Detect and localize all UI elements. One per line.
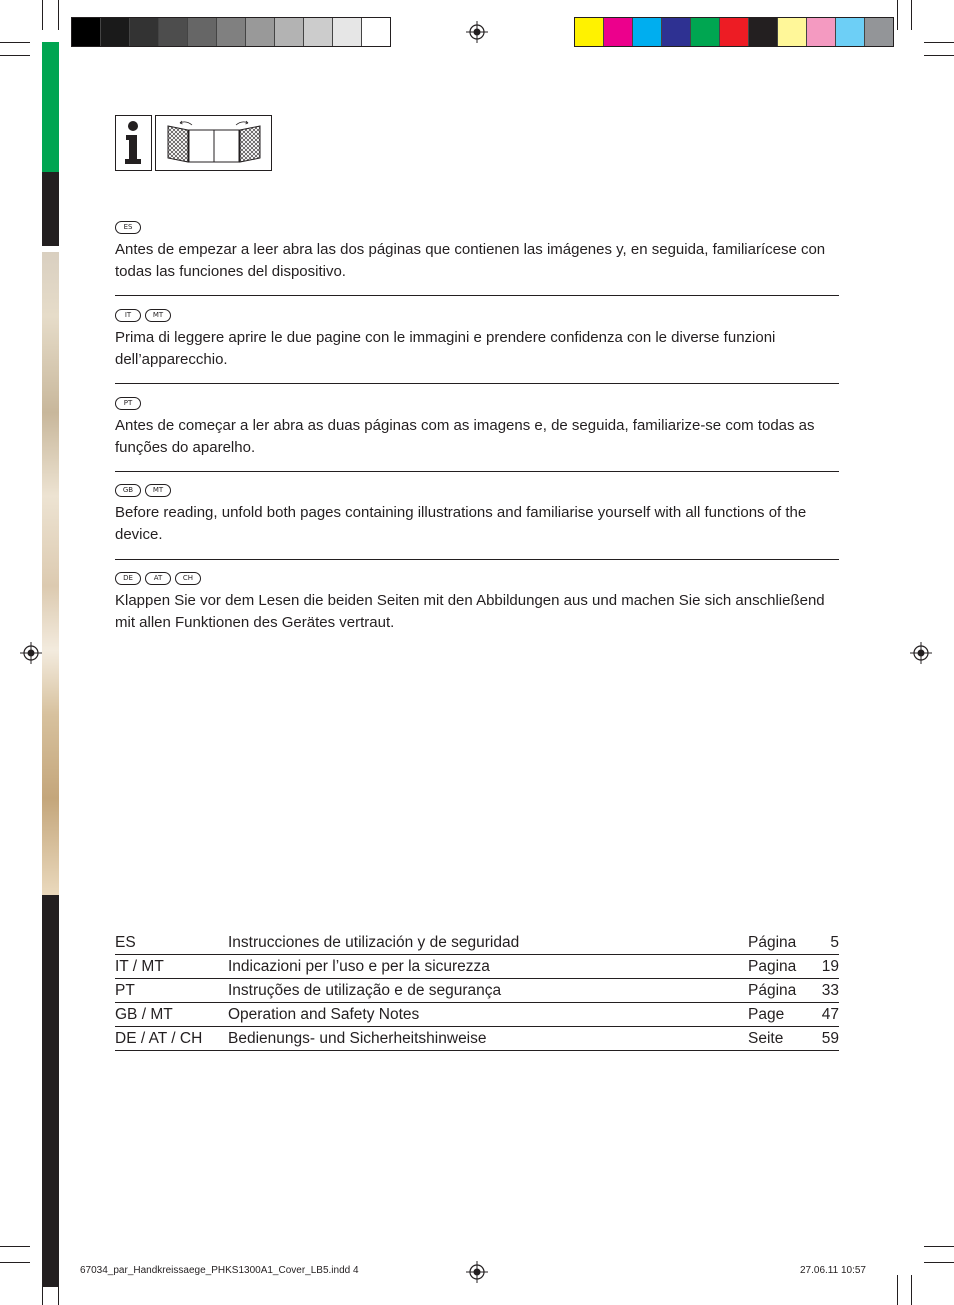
grey-scale-bar (71, 17, 391, 47)
toc-page: 59 (821, 1030, 839, 1047)
language-badges (115, 484, 839, 497)
language-badges (115, 397, 839, 410)
footer-date: 27.06.11 10:57 (800, 1265, 866, 1276)
grey-swatch (274, 18, 303, 46)
divider (115, 559, 839, 560)
registration-mark-icon (20, 642, 42, 664)
instruction-text: Prima di leggere aprire le due pagine con le immagini e prendere confidenza con le diverse funzioni dell’apparecchio. (115, 329, 776, 368)
language-badge: ES (115, 221, 141, 234)
toc-page: 19 (821, 958, 839, 975)
grey-swatch (303, 18, 332, 46)
toc-label: Seite (748, 1030, 784, 1047)
registration-mark-icon (910, 642, 932, 664)
color-control-bar (574, 17, 894, 47)
language-badges (115, 221, 839, 234)
divider (115, 383, 839, 384)
toc-title: Operation and Safety Notes (228, 1006, 420, 1023)
toc-title: Instruções de utilização e de segurança (228, 982, 502, 999)
toc-title: Indicazioni per l’uso e per la sicurezza (228, 958, 490, 975)
toc-title: Instrucciones de utilización y de seguridad (228, 934, 520, 951)
language-badge: AT (145, 572, 171, 585)
language-section-de-at-ch (115, 572, 839, 634)
instruction-text: Klappen Sie vor dem Lesen die beiden Seiten mit den Abbildungen aus und machen Sie sich anschließend mit allen Funktionen des Gerätes vertraut. (115, 592, 825, 631)
toc-page: 33 (821, 982, 839, 999)
grey-swatch (245, 18, 274, 46)
language-badge: PT (115, 397, 141, 410)
language-badge: DE (115, 572, 141, 585)
language-badge: MT (145, 484, 171, 497)
divider (115, 295, 839, 296)
grey-swatch (187, 18, 216, 46)
instruction-text: Antes de empezar a leer abra las dos páginas que contienen las imágenes y, en seguida, familiarícese con todas las funciones del dispositivo. (115, 241, 826, 280)
color-swatch (575, 18, 603, 46)
language-badge: GB (115, 484, 141, 497)
toc-label: Página (748, 934, 797, 951)
color-swatch (603, 18, 632, 46)
fold-out-pages-icon (155, 115, 272, 171)
edge-strip-photo (42, 252, 59, 895)
registration-mark-icon (466, 1261, 488, 1283)
info-icon (115, 115, 152, 171)
edge-strip-black-bottom (42, 895, 59, 1287)
language-section-gb-mt (115, 484, 839, 546)
toc-page: 47 (821, 1006, 839, 1023)
toc-label: Page (748, 1006, 785, 1023)
language-section-es (115, 221, 839, 283)
table-of-contents (115, 931, 839, 1051)
color-swatch (661, 18, 690, 46)
color-swatch (719, 18, 748, 46)
language-section-it-mt (115, 309, 839, 371)
toc-code: GB / MT (115, 1006, 173, 1023)
color-swatch (632, 18, 661, 46)
toc-code: ES (115, 934, 136, 951)
color-swatch (777, 18, 806, 46)
toc-row (115, 955, 839, 979)
grey-swatch (216, 18, 245, 46)
toc-row (115, 931, 839, 955)
grey-swatch (332, 18, 361, 46)
toc-label: Pagina (748, 958, 797, 975)
registration-mark-icon (466, 21, 488, 43)
divider (115, 471, 839, 472)
instruction-text: Antes de começar a ler abra as duas páginas com as imagens e, de seguida, familiarize-se com todas as funções do aparelho. (115, 417, 815, 456)
toc-code: DE / AT / CH (115, 1030, 203, 1047)
toc-title: Bedienungs- und Sicherheitshinweise (228, 1030, 487, 1047)
toc-row (115, 1027, 839, 1051)
edge-strip-green (42, 42, 59, 172)
toc-row (115, 979, 839, 1003)
instruction-text: Before reading, unfold both pages containing illustrations and familiarise yourself with all functions of the device. (115, 504, 807, 543)
grey-swatch (129, 18, 158, 46)
grey-swatch (158, 18, 187, 46)
language-section-pt (115, 397, 839, 459)
color-swatch (835, 18, 864, 46)
edge-strip-black-top (42, 172, 59, 246)
color-swatch (864, 18, 893, 46)
color-swatch (748, 18, 777, 46)
language-badge: CH (175, 572, 201, 585)
grey-swatch (100, 18, 129, 46)
toc-code: PT (115, 982, 135, 999)
toc-page: 5 (830, 934, 839, 951)
toc-row (115, 1003, 839, 1027)
grey-swatch (361, 18, 390, 46)
language-badges (115, 309, 839, 322)
color-swatch (806, 18, 835, 46)
toc-code: IT / MT (115, 958, 164, 975)
language-badges (115, 572, 839, 585)
toc-label: Página (748, 982, 797, 999)
footer-file-name: 67034_par_Handkreissaege_PHKS1300A1_Cover_LB5.indd 4 (80, 1265, 359, 1276)
language-badge: IT (115, 309, 141, 322)
grey-swatch (72, 18, 100, 46)
color-swatch (690, 18, 719, 46)
language-badge: MT (145, 309, 171, 322)
